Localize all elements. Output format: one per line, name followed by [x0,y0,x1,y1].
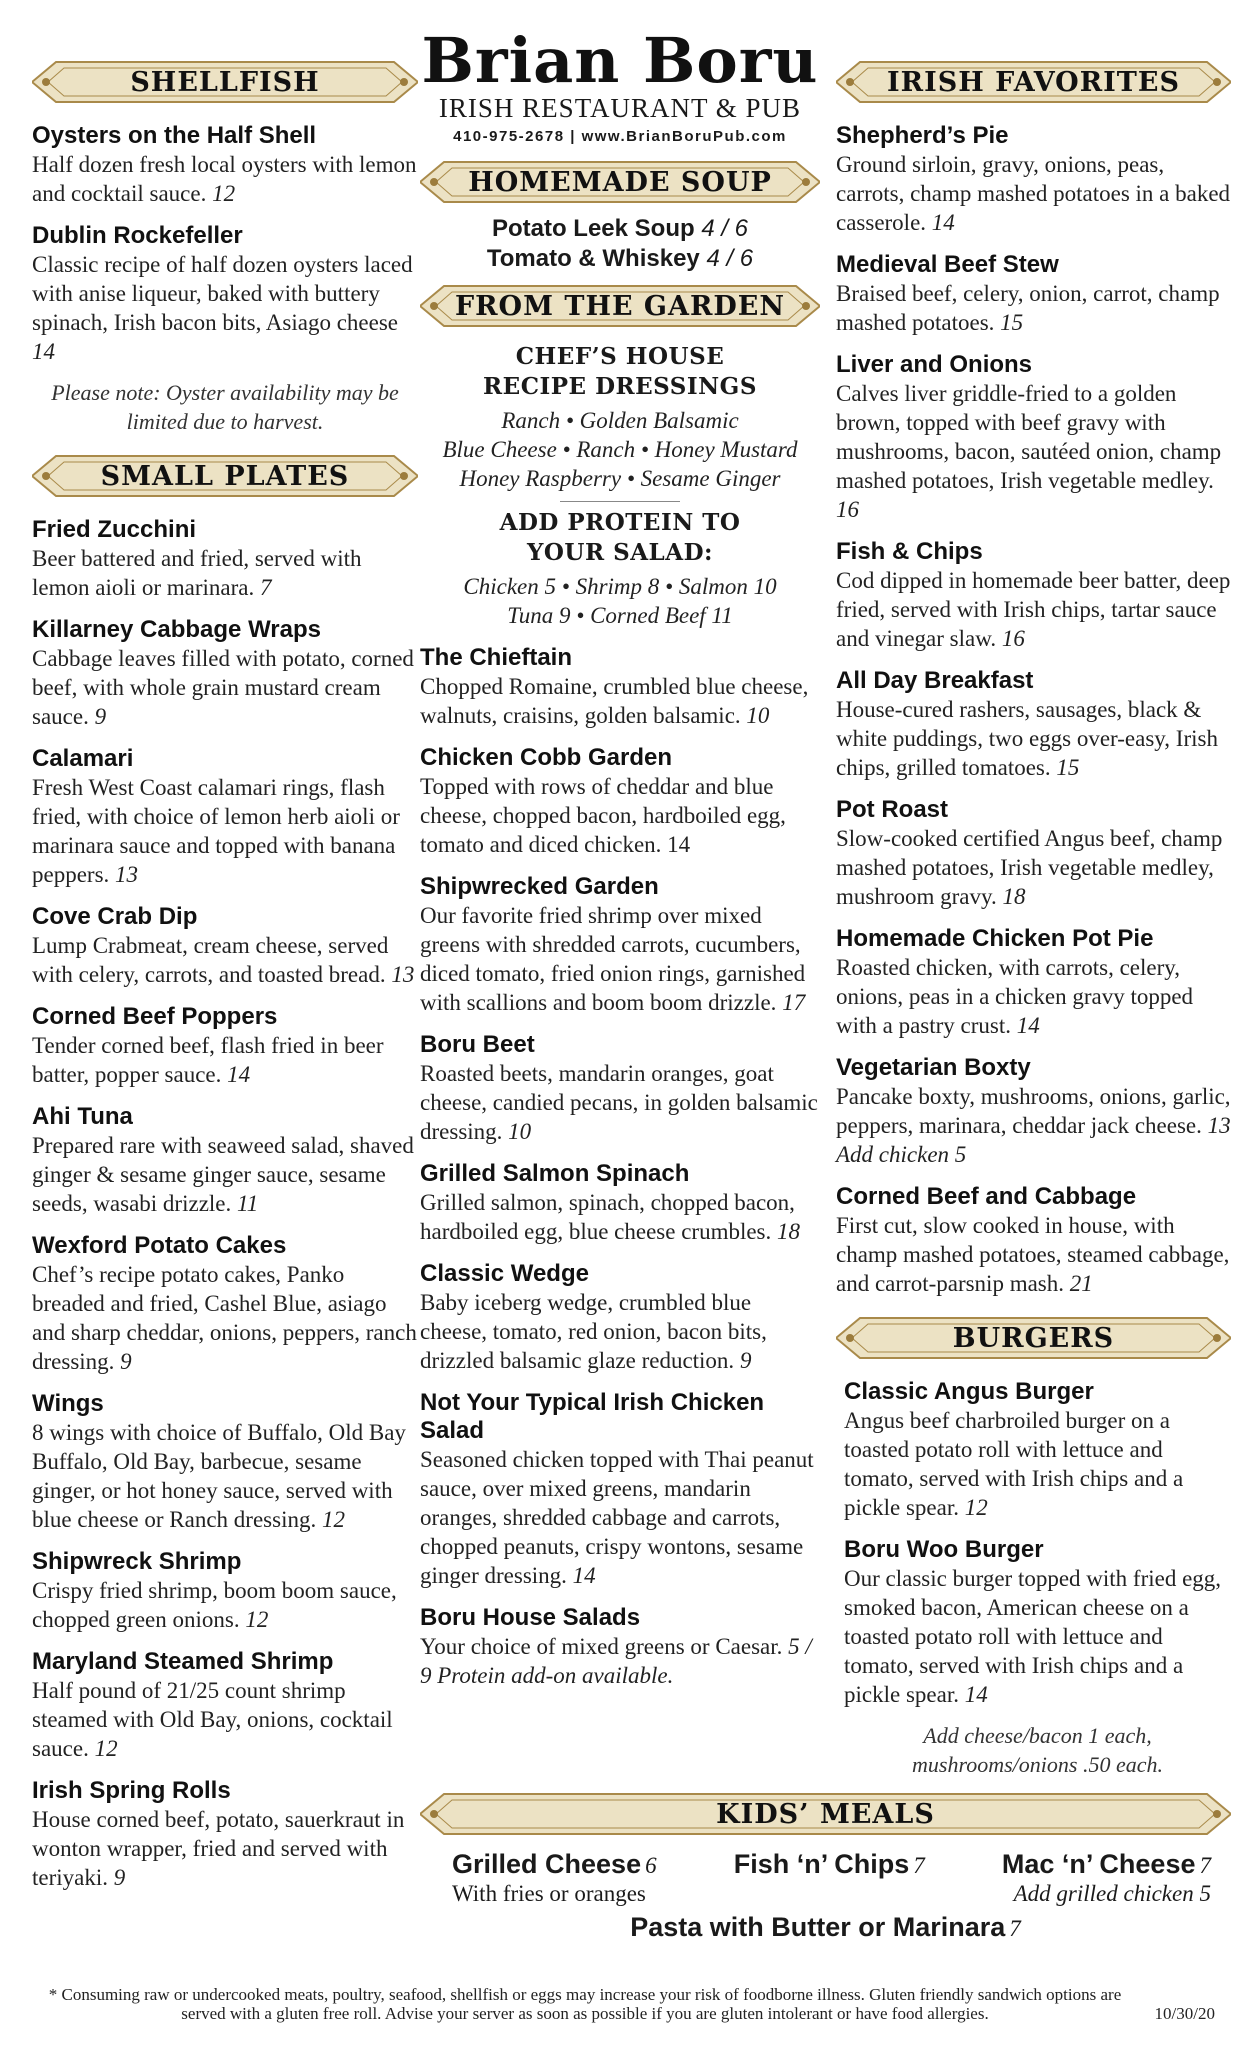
item-price: 14 [1016,1013,1040,1038]
item-name: Pasta with Butter or Marinara [630,1912,1006,1942]
kids-item [1002,1848,1211,1907]
menu-item [32,122,418,208]
item-desc: Chopped Romaine, crumbled blue cheese, walnuts, craisins, golden balsamic. 10 [420,674,809,728]
item-name: Irish Spring Rolls [32,1777,231,1804]
item-price: 13 Add chicken 5 [836,1113,1231,1167]
item-desc: House-cured rashers, sausages, black & white puddings, two eggs over-easy, Irish chips, grilled tomatoes. 15 [836,697,1218,780]
item-name: Fried Zucchini [32,516,197,543]
item-desc: Our classic burger topped with fried egg, smoked bacon, American cheese on a toasted potato roll with lettuce and tomato, served with Irish chips and a pickle spear. 14 [844,1566,1222,1707]
item-name: Chicken Cobb Garden [420,744,673,771]
item-price: 7 [1199,1853,1211,1878]
kids-item [734,1848,925,1907]
item-price: 14 [227,1062,251,1087]
dressings-heading: CHEF’S HOUSE [515,343,725,370]
restaurant-logo [420,24,820,148]
item-sub: With fries or oranges [452,1881,646,1906]
menu-item [836,1054,1231,1169]
item-desc: Baby iceberg wedge, crumbled blue cheese, tomato, red onion, bacon bits, drizzled balsamic glaze reduction. 9 [420,1290,767,1373]
item-desc: Angus beef charbroiled burger on a toasted potato roll with lettuce and tomato, served with Irish chips and a pickle spear. 12 [844,1408,1184,1520]
item-name: Calamari [32,745,134,772]
menu-item [32,1777,418,1892]
kids-meals-section [420,1788,1231,1943]
item-desc: House corned beef, potato, sauerkraut in wonton wrapper, fried and served with teriyaki. 9 [32,1807,405,1890]
dressings-list: Ranch • Golden Balsamic [501,408,739,433]
soup-item: Potato Leek Soup 4 / 6 [491,215,749,242]
item-name: Pot Roast [836,796,949,823]
item-desc: Fresh West Coast calamari rings, flash fried, with choice of lemon herb aioli or marinara sauce and topped with banana peppers. 13 [32,775,400,887]
kids-items [420,1848,1231,1907]
menu-item [836,251,1231,337]
item-name: Not Your Typical Irish Chicken Salad [420,1389,765,1444]
item-name: Shipwrecked Garden [420,873,659,900]
item-price: 18 [1002,884,1026,909]
burger-addons-note: Add cheese/bacon 1 each, mushrooms/onions .50 each. [912,1723,1163,1777]
logo-name: Brian Boru [421,24,819,97]
divider [560,501,680,502]
item-price: 14 [572,1563,596,1588]
item-name: Medieval Beef Stew [836,251,1059,278]
item-name: Cove Crab Dip [32,903,198,930]
dressings-list: Blue Cheese • Ranch • Honey Mustard [442,437,798,462]
item-price: 18 [777,1219,801,1244]
item-price: 9 [739,1348,752,1373]
item-price: 4 / 6 [701,215,749,242]
menu-item [420,1604,820,1690]
menu-item [32,1003,418,1089]
menu-item [836,351,1231,524]
protein-heading: YOUR SALAD: [526,539,714,566]
burgers-list [836,1378,1231,1779]
item-price: 21 [1069,1271,1093,1296]
item-price: 5 / 9 Protein add-on available. [420,1634,812,1688]
item-desc: Half dozen fresh local oysters with lemon and cocktail sauce. 12 [32,152,417,206]
item-desc: Half pound of 21/25 count shrimp steamed with Old Bay, onions, cocktail sauce. 12 [32,1678,393,1761]
item-price: 14 [931,210,955,235]
kids-title: KIDS’ MEALS [716,1798,935,1830]
menu-item [420,873,820,1017]
item-price: 12 [94,1736,118,1761]
item-desc: Cabbage leaves filled with potato, corned beef, with whole grain mustard cream sauce. 9 [32,646,414,729]
menu-item [836,925,1231,1040]
item-price: 14 [667,832,691,857]
item-name: Wexford Potato Cakes [32,1232,287,1259]
item-price: 15 [1000,310,1024,335]
item-desc: Crispy fried shrimp, boom boom sauce, chopped green onions. 12 [32,1578,397,1632]
protein-heading: ADD PROTEIN TO [499,509,741,536]
menu-item [844,1378,1231,1522]
menu-item [420,1031,820,1146]
item-name: Corned Beef and Cabbage [836,1183,1137,1210]
item-desc: Calves liver griddle-fried to a golden brown, topped with beef gravy with mushrooms, bacon, sautéed onion, champ mashed potatoes, Irish vegetable medley. 16 [836,381,1222,522]
item-price: 10 [508,1119,532,1144]
left-column [32,0,418,1892]
item-name: Wings [32,1390,104,1417]
menu-item [420,644,820,730]
item-desc: Slow-cooked certified Angus beef, champ mashed potatoes, Irish vegetable medley, mushroom gravy. 18 [836,826,1223,909]
right-column [836,0,1231,1779]
item-name: Killarney Cabbage Wraps [32,616,321,643]
soup-list [420,214,820,274]
item-name: All Day Breakfast [836,667,1034,694]
item-price: 14 [964,1682,988,1707]
item-desc: Topped with rows of cheddar and blue cheese, chopped bacon, hardboiled egg, tomato and diced chicken. 14 [420,774,786,857]
irish-favorites-title: IRISH FAVORITES [887,66,1180,98]
garden-banner [420,280,820,332]
item-price: 6 [645,1853,657,1878]
menu-item [32,222,418,366]
item-price: 9 [94,704,107,729]
menu-item [836,796,1231,911]
item-name: Vegetarian Boxty [836,1054,1031,1081]
item-price: 13 [391,962,415,987]
item-price: 9 [113,1865,126,1890]
menu-item [844,1536,1231,1709]
item-price: 7 [1009,1916,1021,1941]
item-name: Fish & Chips [836,538,983,565]
item-desc: Tender corned beef, flash fried in beer batter, popper sauce. 14 [32,1033,384,1087]
item-price: 12 [321,1507,345,1532]
logo-contact: 410-975-2678 | www.BrianBoruPub.com [453,128,787,145]
item-price: 16 [836,497,859,522]
item-name: Boru House Salads [420,1604,641,1631]
soup-banner [420,156,820,208]
soup-title: HOMEMADE SOUP [468,166,772,198]
item-desc: Roasted beets, mandarin oranges, goat cheese, candied pecans, in golden balsamic dressing. 10 [420,1061,818,1144]
item-price: 10 [746,703,770,728]
item-price: 17 [782,990,806,1015]
item-name: Corned Beef Poppers [32,1003,278,1030]
menu-item [420,1260,820,1375]
item-desc: Beer battered and fried, served with lemon aioli or marinara. 7 [32,546,362,600]
item-name: Mac ‘n’ Cheese [1001,1849,1196,1879]
item-desc: Braised beef, celery, onion, carrot, champ mashed potatoes. 15 [836,281,1220,335]
menu-item [836,1183,1231,1298]
dressings-list: Honey Raspberry • Sesame Ginger [459,466,781,491]
item-name: Boru Woo Burger [844,1536,1044,1563]
item-name: Shepherd’s Pie [836,122,1009,149]
menu-item [32,1390,418,1534]
item-name: Classic Angus Burger [844,1378,1094,1405]
menu-item [32,1648,418,1763]
item-name: Grilled Salmon Spinach [420,1160,690,1187]
item-desc: Seasoned chicken topped with Thai peanut sauce, over mixed greens, mandarin oranges, shredded cabbage and carrots, chopped peanuts, crispy wontons, sesame ginger dressing. 14 [420,1447,814,1588]
item-name: Classic Wedge [420,1260,589,1287]
dressings-block [420,342,820,630]
item-name: Liver and Onions [836,351,1033,378]
item-name: Maryland Steamed Shrimp [32,1648,334,1675]
menu-item [836,667,1231,782]
item-desc: Chef’s recipe potato cakes, Panko breaded and fried, Cashel Blue, asiago and sharp cheddar, onions, peppers, ranch dressing. 9 [32,1262,417,1374]
item-price: 12 [212,181,236,206]
item-desc: Classic recipe of half dozen oysters laced with anise liqueur, baked with buttery spinach, Irish bacon bits, Asiago cheese 14 [32,252,413,364]
item-price: 14 [32,339,55,364]
item-price: 9 [120,1349,132,1374]
menu-item [32,516,418,602]
menu-item [32,745,418,889]
item-desc: Ground sirloin, gravy, onions, peas, carrots, champ mashed potatoes in a baked casserole. 14 [836,152,1231,235]
item-price: 4 / 6 [706,245,754,272]
oyster-note: Please note: Oyster availability may be limited due to harvest. [51,380,399,434]
logo-subtitle: IRISH RESTAURANT & PUB [438,93,802,123]
item-name: Fish ‘n’ Chips [733,1849,910,1879]
shellfish-banner [32,56,418,108]
item-name: Shipwreck Shrimp [32,1548,242,1575]
shellfish-title: SHELLFISH [130,66,320,98]
item-desc: Prepared rare with seaweed salad, shaved ginger & sesame ginger sauce, sesame seeds, wasabi drizzle. 11 [32,1133,414,1216]
item-desc: Your choice of mixed greens or Caesar. 5 / 9 Protein add-on available. [420,1634,812,1688]
item-price: 7 [260,575,272,600]
protein-list: Chicken 5 • Shrimp 8 • Salmon 10 [463,574,777,599]
kids-item [452,1848,657,1907]
menu-item [32,1232,418,1376]
burgers-title: BURGERS [952,1322,1115,1354]
item-name: Dublin Rockefeller [32,222,243,249]
menu-date: 10/30/20 [1154,2004,1215,2023]
item-price: 11 [237,1191,259,1216]
menu-item [420,744,820,859]
item-desc: Lump Crabmeat, cream cheese, served with celery, carrots, and toasted bread. 13 [32,933,415,987]
item-price: 15 [1056,755,1080,780]
small-plates-title: SMALL PLATES [100,460,350,492]
item-sub: Add grilled chicken 5 [1013,1881,1211,1906]
menu-item [32,1548,418,1634]
garden-title: FROM THE GARDEN [454,290,786,322]
item-price: 7 [913,1853,925,1878]
item-price: 16 [1001,626,1025,651]
item-name: Boru Beet [420,1031,535,1058]
allergy-disclaimer: * Consuming raw or undercooked meats, poultry, seafood, shellfish or eggs may increase your risk of foodborne illness. Gluten friendly sandwich options are served with a gluten free roll. Advise your server as soon as possible if you are gluten intolerant or have food allergies. [48,1985,1122,2023]
menu-item [32,616,418,731]
menu-item [32,903,418,989]
irish-favorites-banner [836,56,1231,108]
item-name: Ahi Tuna [32,1103,133,1130]
protein-list: Tuna 9 • Corned Beef 11 [507,603,733,628]
kids-banner [420,1788,1231,1840]
item-name: Oysters on the Half Shell [32,122,317,149]
burgers-banner [836,1312,1231,1364]
item-price: 13 [115,862,139,887]
item-desc: Pancake boxty, mushrooms, onions, garlic, peppers, marinara, cheddar jack cheese. 13 Add chicken 5 [836,1084,1231,1167]
footer [30,1985,1215,2023]
item-desc: Cod dipped in homemade beer batter, deep fried, served with Irish chips, tartar sauce and vinegar slaw. 16 [836,568,1231,651]
middle-column [420,0,820,1690]
menu-item [420,1389,820,1590]
item-desc: First cut, slow cooked in house, with champ mashed potatoes, steamed cabbage, and carrot-parsnip mash. 21 [836,1213,1230,1296]
menu-item [32,1103,418,1218]
menu-item [836,122,1231,237]
item-desc: Roasted chicken, with carrots, celery, onions, peas in a chicken gravy topped with a pastry crust. 14 [836,955,1194,1038]
item-name: The Chieftain [420,644,573,671]
item-name: Grilled Cheese [452,1849,642,1879]
soup-item: Tomato & Whiskey 4 / 6 [486,245,754,272]
item-desc: Grilled salmon, spinach, chopped bacon, hardboiled egg, blue cheese crumbles. 18 [420,1190,801,1244]
item-desc: Our favorite fried shrimp over mixed greens with shredded carrots, cucumbers, diced tomato, fried onion rings, garnished with scallions and boom boom drizzle. 17 [420,903,806,1015]
item-price: 12 [245,1607,269,1632]
small-plates-banner [32,450,418,502]
item-price: 12 [964,1495,988,1520]
dressings-heading: RECIPE DRESSINGS [483,373,757,400]
item-desc: 8 wings with choice of Buffalo, Old Bay Buffalo, Old Bay, barbecue, sesame ginger, or hot honey sauce, served with blue cheese or Ranch dressing. 12 [32,1420,406,1532]
item-name: Homemade Chicken Pot Pie [836,925,1154,952]
kids-pasta [420,1911,1231,1943]
menu-item [836,538,1231,653]
menu-item [420,1160,820,1246]
